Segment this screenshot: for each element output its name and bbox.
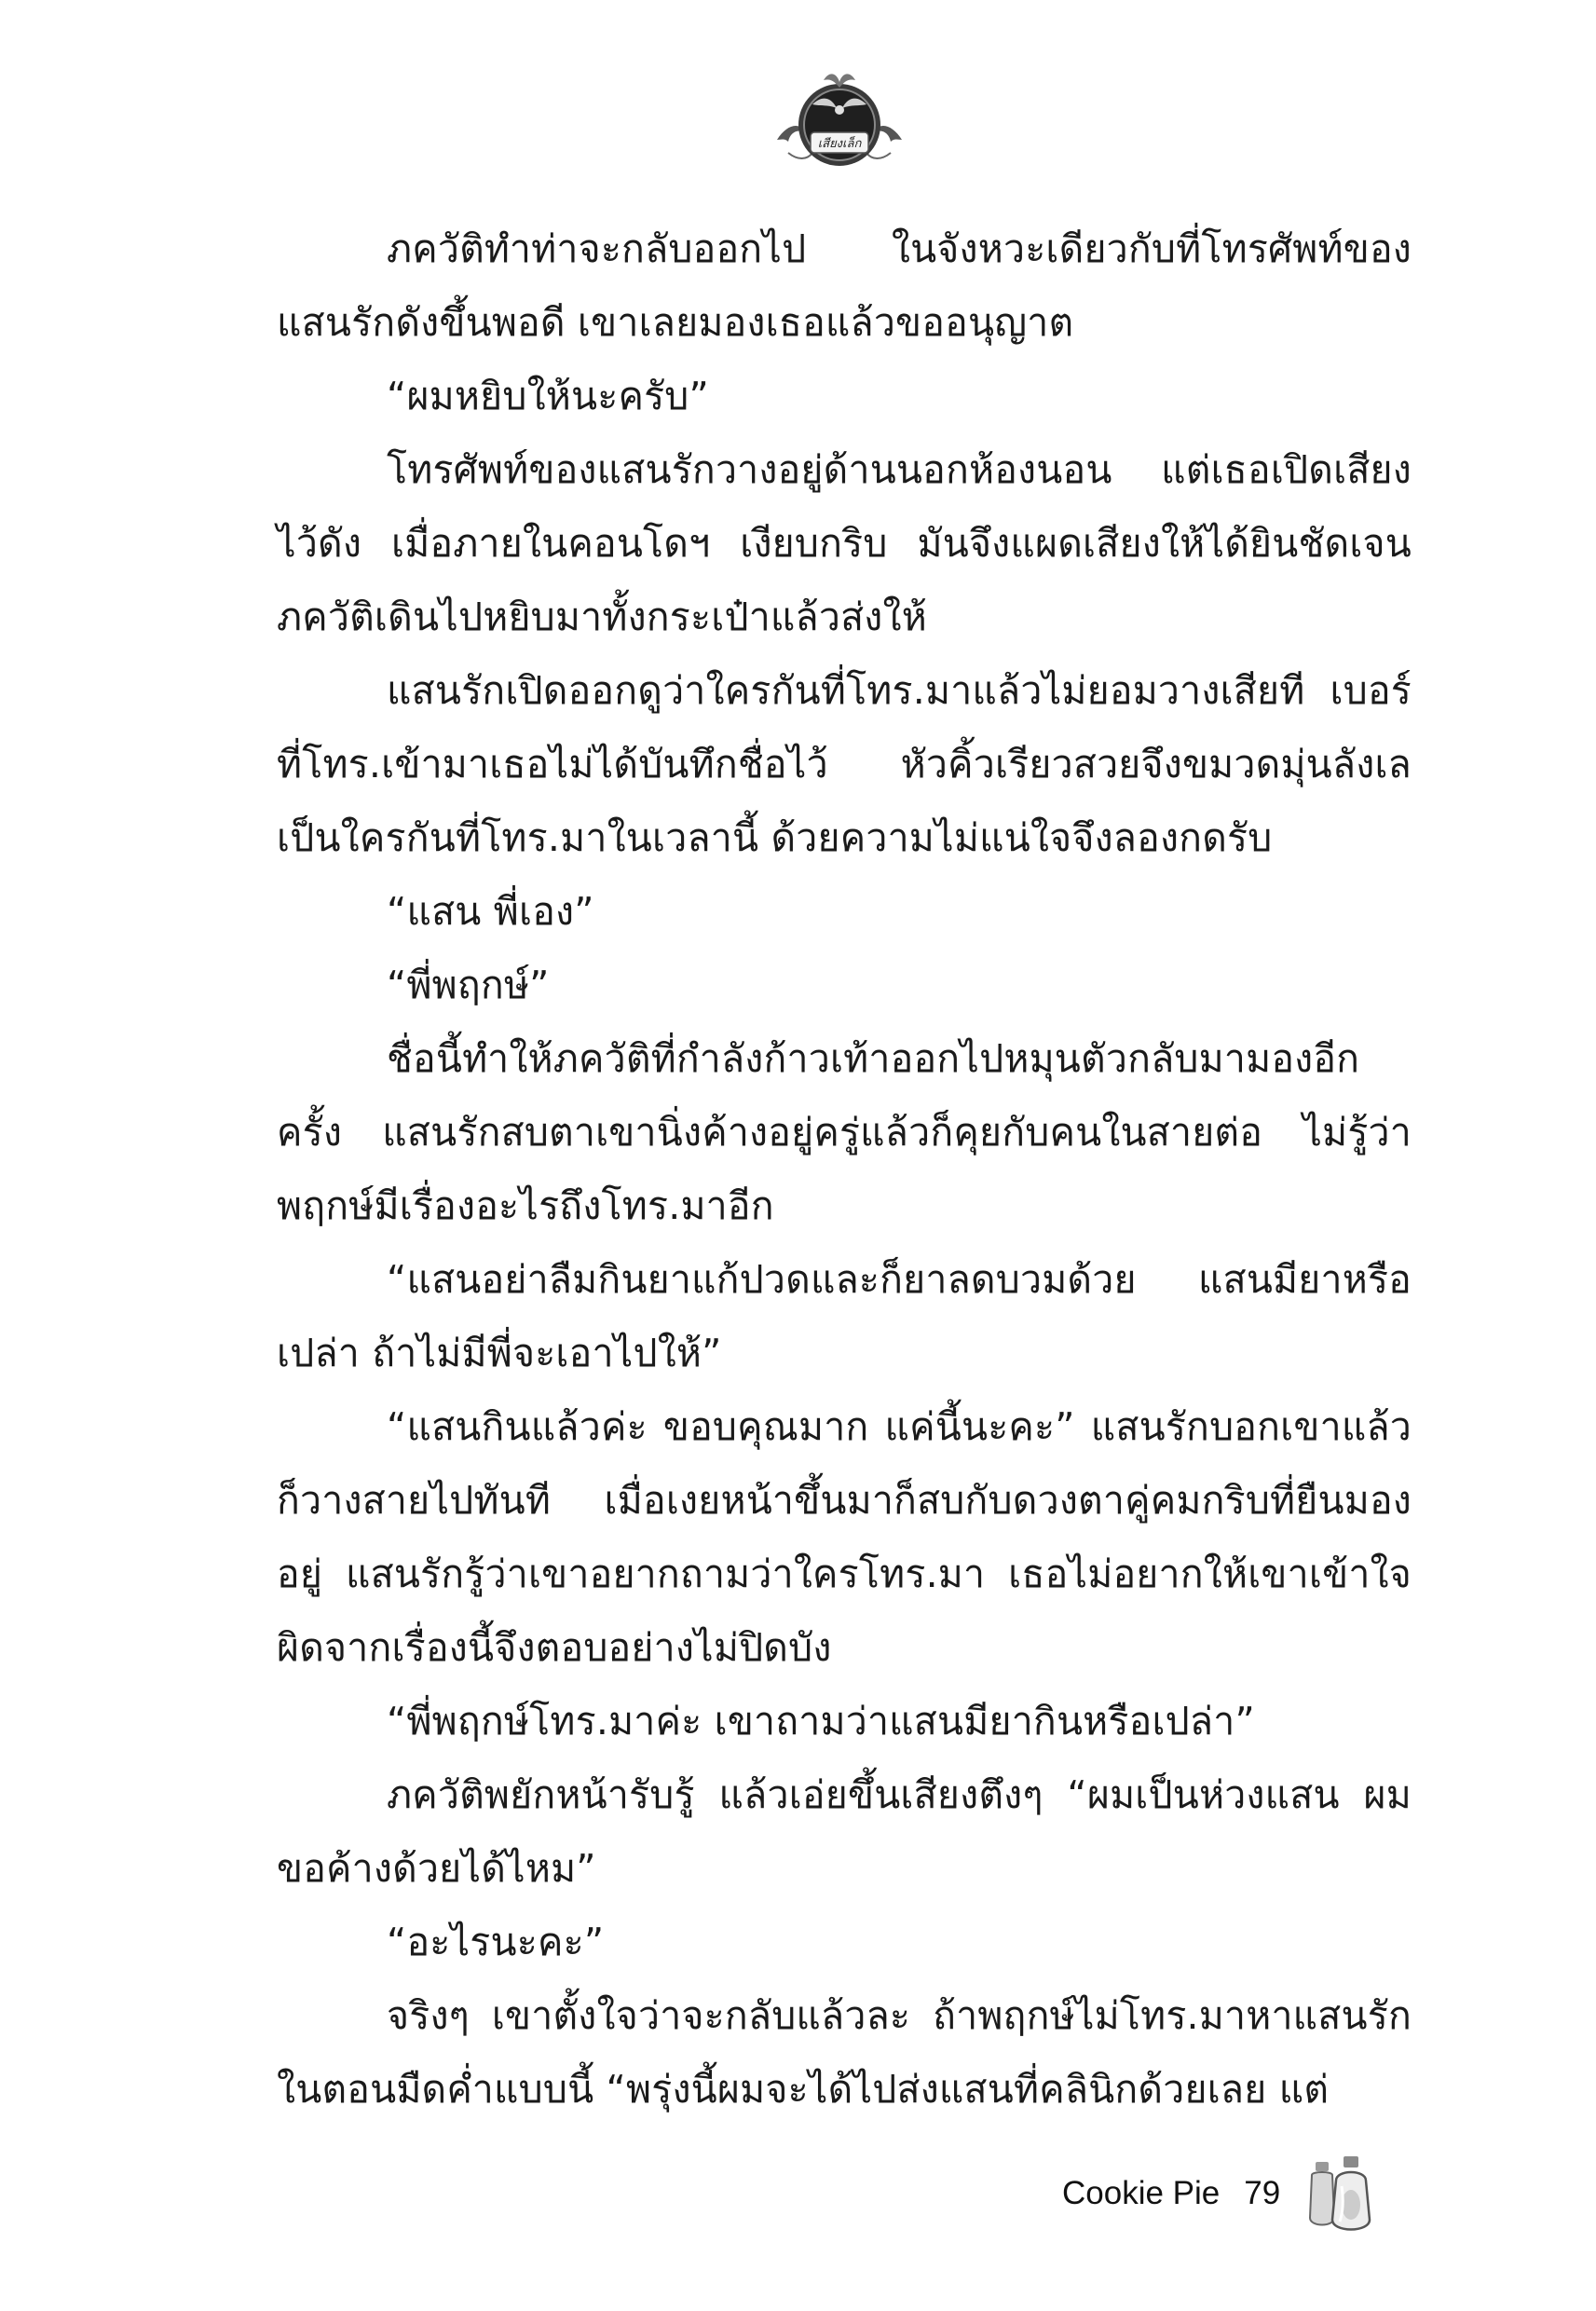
paragraph: ชื่อนี้ทำให้ภควัติที่กำลังก้าวเท้าออกไปหมุนตัวกลับมามองอีกครั้ง แสนรักสบตาเขานิ่งค้างอยู่ครู่แล้วก็คุยกับคนในสายต่อ ไม่รู้ว่าพฤกษ์มีเรื่องอะไรถึงโทร.มาอีก bbox=[277, 1036, 1412, 1228]
book-title: Cookie Pie bbox=[1062, 2175, 1221, 2211]
emblem-label: เสียงเล็ก bbox=[817, 137, 862, 151]
paragraph: “พี่พฤกษ์โทร.มาค่ะ เขาถามว่าแสนมียากินหรือเปล่า” bbox=[387, 1699, 1255, 1744]
body-text bbox=[277, 212, 1412, 2126]
page-number: 79 bbox=[1244, 2175, 1281, 2211]
paragraph: “แสนกินแล้วค่ะ ขอบคุณมาก แค่นี้นะคะ” แสนรักบอกเขาแล้วก็วางสายไปทันที เมื่อเงยหน้าขึ้นมาก็สบกับดวงตาคู่คมกริบที่ยืนมองอยู่ แสนรักรู้ว่าเขาอยากถามว่าใครโทร.มา เธอไม่อยากให้เขาเข้าใจผิดจากเรื่องนี้จึงตอบอย่างไม่ปิดบัง bbox=[277, 1404, 1412, 1670]
paragraph: จริงๆ เขาตั้งใจว่าจะกลับแล้วละ ถ้าพฤกษ์ไม่โทร.มาหาแสนรักในตอนมืดค่ำแบบนี้ “พรุ่งนี้ผมจะได้ไปส่งแสนที่คลินิกด้วยเลย แต่ bbox=[277, 1993, 1412, 2112]
paragraph: “แสนอย่าลืมกินยาแก้ปวดและก็ยาลดบวมด้วย แสนมียาหรือเปล่า ถ้าไม่มีพี่จะเอาไปให้” bbox=[277, 1257, 1412, 1375]
paragraph: “อะไรนะคะ” bbox=[387, 1920, 605, 1964]
ornamental-emblem-icon bbox=[770, 67, 909, 175]
page-footer bbox=[1062, 2156, 1373, 2231]
paragraph: แสนรักเปิดออกดูว่าใครกันที่โทร.มาแล้วไม่ยอมวางเสียที เบอร์ที่โทร.เข้ามาเธอไม่ได้บันทึกชื่อไว้ หัวคิ้วเรียวสวยจึงขมวดมุ่นลังเลเป็นใครกันที่โทร.มาในเวลานี้ ด้วยความไม่แน่ใจจึงลองกดรับ bbox=[277, 668, 1412, 860]
perfume-bottles-icon bbox=[1308, 2153, 1373, 2235]
paragraph: “แสน พี่เอง” bbox=[387, 889, 594, 934]
paragraph: โทรศัพท์ของแสนรักวางอยู่ด้านนอกห้องนอน แต่เธอเปิดเสียงไว้ดัง เมื่อภายในคอนโดฯ เงียบกริบ มันจึงแผดเสียงให้ได้ยินชัดเจน ภควัติเดินไปหยิบมาทั้งกระเป๋าแล้วส่งให้ bbox=[277, 447, 1412, 639]
paragraph: ภควัติพยักหน้ารับรู้ แล้วเอ่ยขึ้นเสียงตึงๆ “ผมเป็นห่วงแสน ผมขอค้างด้วยได้ไหม” bbox=[277, 1772, 1412, 1891]
paragraph: “พี่พฤกษ์” bbox=[387, 963, 550, 1007]
paragraph: ภควัติทำท่าจะกลับออกไป ในจังหวะเดียวกับที่โทรศัพท์ของแสนรักดังขึ้นพอดี เขาเลยมองเธอแล้วขออนุญาต bbox=[277, 226, 1412, 345]
paragraph: “ผมหยิบให้นะครับ” bbox=[387, 374, 709, 418]
